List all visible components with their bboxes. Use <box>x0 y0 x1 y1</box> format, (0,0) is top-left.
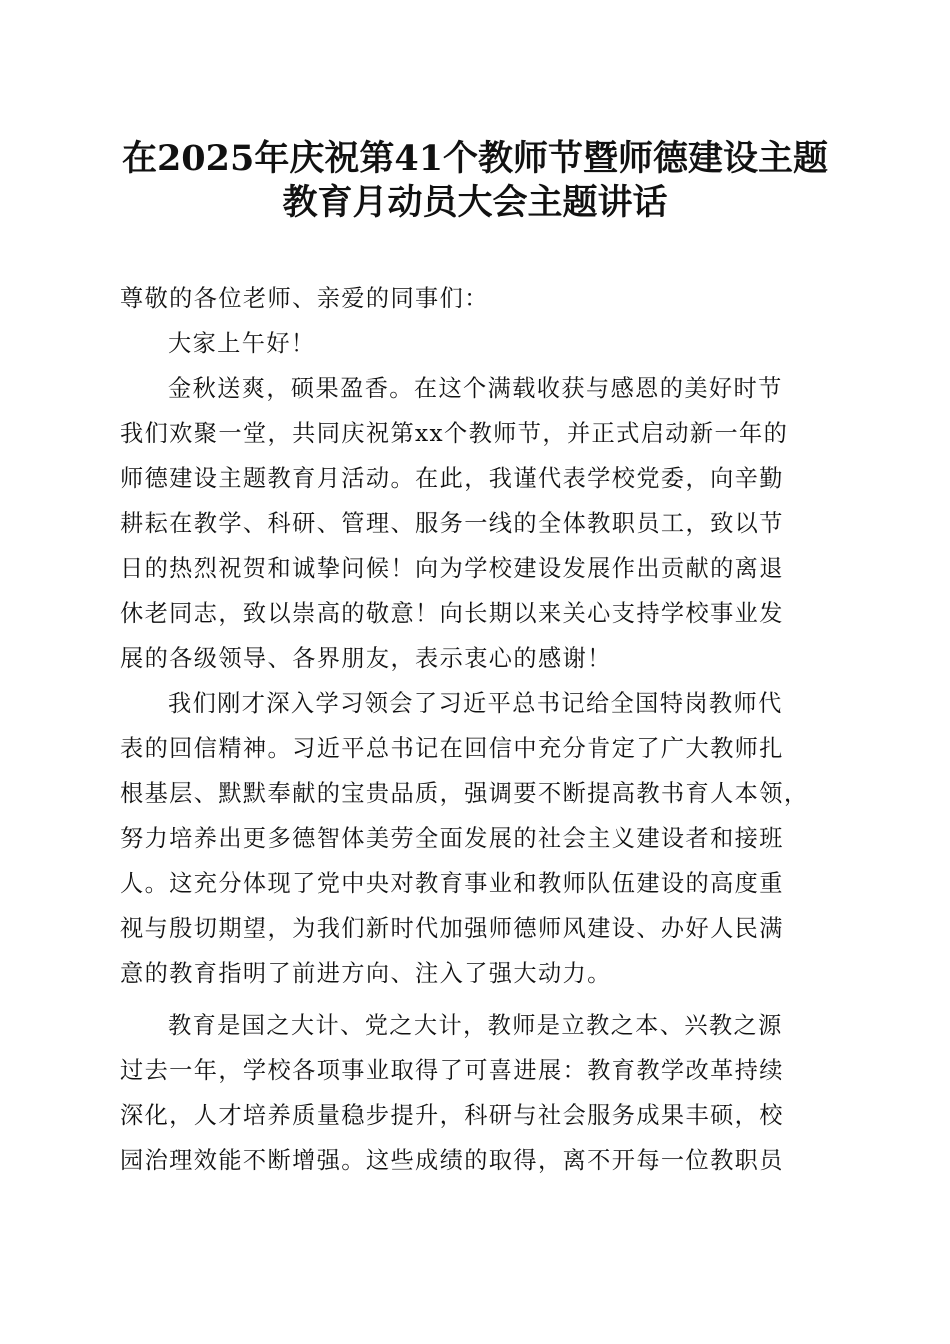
paragraph-line: 展的各级领导、各界朋友，表示衷心的感谢！ <box>120 645 612 672</box>
paragraph-line: 园治理效能不断增强。这些成绩的取得，离不开每一位教职员 <box>120 1147 784 1174</box>
paragraph-line: 努力培养出更多德智体美劳全面发展的社会主义建设者和接班 <box>120 825 784 852</box>
paragraph-line: 根基层、默默奉献的宝贵品质，强调要不断提高教书育人本领， <box>120 780 809 807</box>
paragraph-line: 意的教育指明了前进方向、注入了强大动力。 <box>120 960 612 987</box>
paragraph-line: 表的回信精神。习近平总书记在回信中充分肯定了广大教师扎 <box>120 735 784 762</box>
document-title-line-1: 在2025年庆祝第41个教师节暨师德建设主题 <box>121 138 829 179</box>
paragraph-line: 金秋送爽，硕果盈香。在这个满载收获与感恩的美好时节 <box>168 375 783 402</box>
greeting: 大家上午好！ <box>168 330 316 357</box>
document-title-line-2: 教育月动员大会主题讲话 <box>282 182 668 223</box>
paragraph-line: 人。这充分体现了党中央对教育事业和教师队伍建设的高度重 <box>120 870 784 897</box>
paragraph-line: 耕耘在教学、科研、管理、服务一线的全体教职员工，致以节 <box>120 510 784 537</box>
paragraph-line: 过去一年，学校各项事业取得了可喜进展：教育教学改革持续 <box>120 1057 784 1084</box>
paragraph-line: 我们刚才深入学习领会了习近平总书记给全国特岗教师代 <box>168 690 783 717</box>
paragraph-line: 教育是国之大计、党之大计，教师是立教之本、兴教之源 <box>168 1012 783 1039</box>
paragraph-line: 休老同志，致以崇高的敬意！向长期以来关心支持学校事业发 <box>120 600 784 627</box>
paragraph-line: 深化，人才培养质量稳步提升，科研与社会服务成果丰硕，校 <box>120 1102 784 1129</box>
paragraph-line: 我们欢聚一堂，共同庆祝第xx个教师节，并正式启动新一年的 <box>120 420 789 447</box>
paragraph-line: 视与殷切期望，为我们新时代加强师德师风建设、办好人民满 <box>120 915 784 942</box>
salutation: 尊敬的各位老师、亲爱的同事们： <box>120 285 489 312</box>
paragraph-line: 师德建设主题教育月活动。在此，我谨代表学校党委，向辛勤 <box>120 465 784 492</box>
paragraph-line: 日的热烈祝贺和诚挚问候！向为学校建设发展作出贡献的离退 <box>120 555 784 582</box>
